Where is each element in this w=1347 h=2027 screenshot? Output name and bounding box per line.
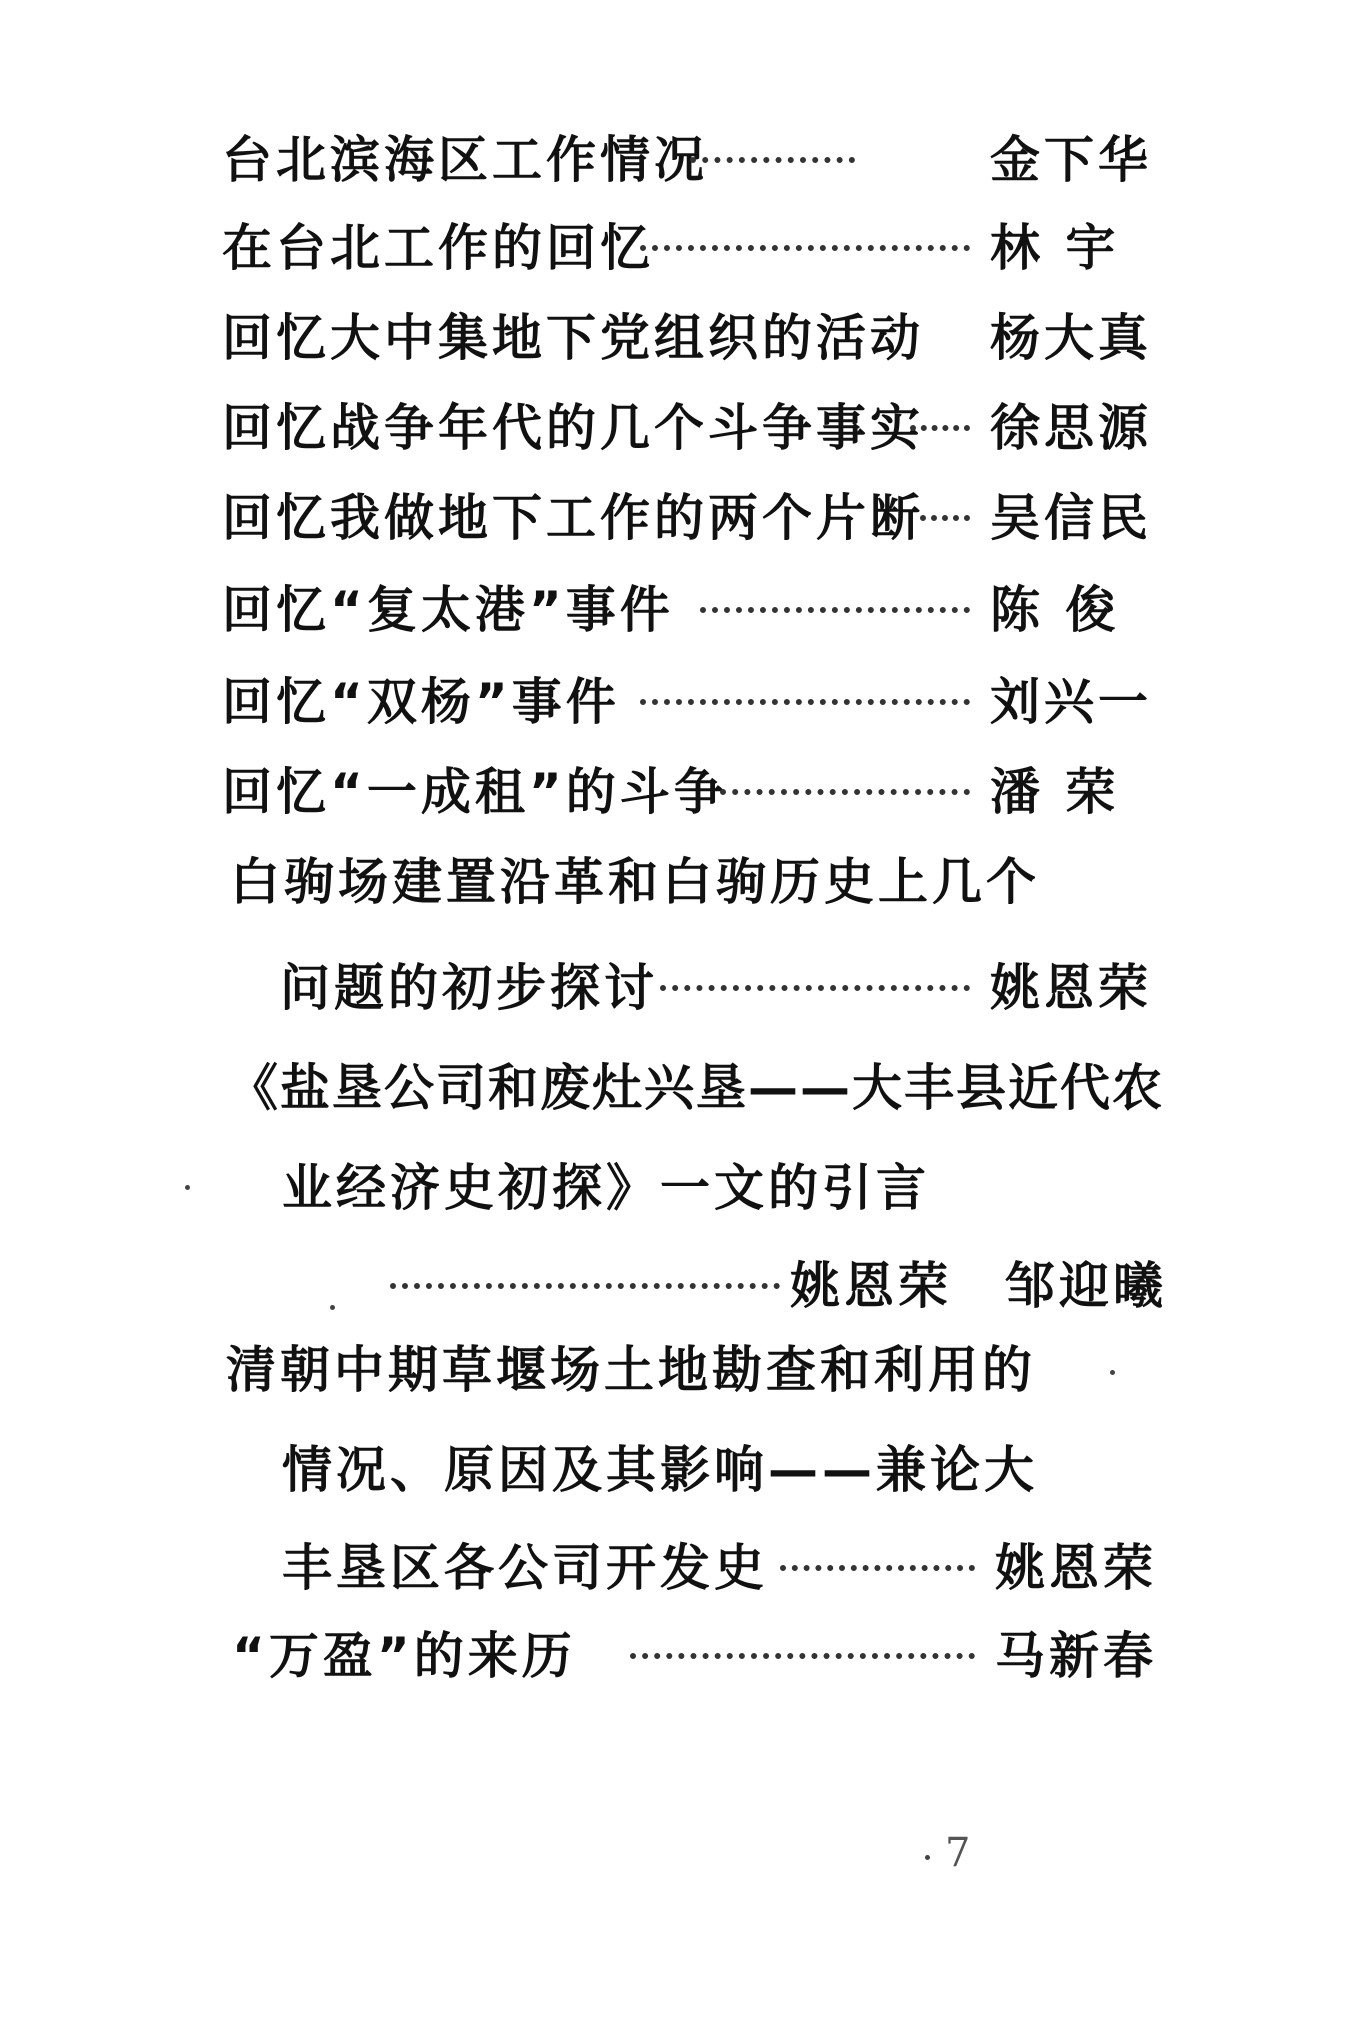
entry-author: 姚恩荣 (790, 1257, 952, 1315)
entry-title-line: 清朝中期草堰场土地勘查和利用的 (226, 1341, 1036, 1399)
entry-author: 潘 荣 (990, 763, 1120, 821)
entry-author: 马新春 (995, 1627, 1157, 1685)
dot-leader (640, 218, 970, 278)
entry-title-line: 业经济史初探》一文的引言 (282, 1159, 930, 1217)
dot-leader (690, 130, 855, 190)
entry-author: 徐思源 (990, 399, 1152, 457)
entry-author: 邹迎曦 (1005, 1257, 1167, 1315)
dot-leader (780, 1538, 975, 1598)
entry-author: 姚恩荣 (990, 959, 1152, 1017)
entry-author: 林 宇 (990, 219, 1120, 277)
dot-leader (700, 580, 970, 640)
dot-leader (640, 672, 970, 732)
entry-title-line: 问题的初步探讨 (280, 959, 658, 1017)
entry-title: 在台北工作的回忆 (222, 219, 654, 277)
scan-speck (185, 1185, 190, 1190)
entry-author: 刘兴一 (990, 673, 1152, 731)
dot-leader (910, 398, 970, 458)
entry-title: 回忆“复太港”事件 (222, 581, 674, 639)
entry-title-line: 白驹场建置沿革和白驹历史上几个 (230, 853, 1040, 911)
entry-title: 台北滨海区工作情况 (222, 131, 708, 189)
entry-title: 回忆战争年代的几个斗争事实 (222, 399, 924, 457)
dot-leader (660, 958, 970, 1018)
entry-title-line: 丰垦区各公司开发史 (282, 1539, 768, 1597)
entry-author: 吴信民 (990, 489, 1152, 547)
entry-author: 姚恩荣 (995, 1539, 1157, 1597)
dot-leader (920, 488, 970, 548)
entry-title: 回忆我做地下工作的两个片断 (222, 489, 924, 547)
entry-author: 金下华 (990, 131, 1152, 189)
dot-leader (390, 1256, 780, 1316)
entry-author: 杨大真 (990, 309, 1152, 367)
scan-speck (330, 1305, 335, 1310)
entry-title-line: 情况、原因及其影响——兼论大 (282, 1441, 1038, 1499)
scan-speck (925, 1855, 930, 1860)
entry-title-line: 《盐垦公司和废灶兴垦——大丰县近代农 (228, 1059, 1164, 1117)
entry-title: 回忆大中集地下党组织的活动 (222, 309, 924, 367)
entry-title: 回忆“双杨”事件 (222, 673, 620, 731)
page-number: 7 (945, 1830, 971, 1876)
entry-author: 陈 俊 (990, 581, 1120, 639)
scan-speck (1110, 1370, 1115, 1375)
entry-title: “万盈”的来历 (232, 1627, 576, 1685)
entry-title: 回忆“一成租”的斗争 (222, 763, 728, 821)
dot-leader (630, 1626, 975, 1686)
dot-leader (720, 762, 970, 822)
